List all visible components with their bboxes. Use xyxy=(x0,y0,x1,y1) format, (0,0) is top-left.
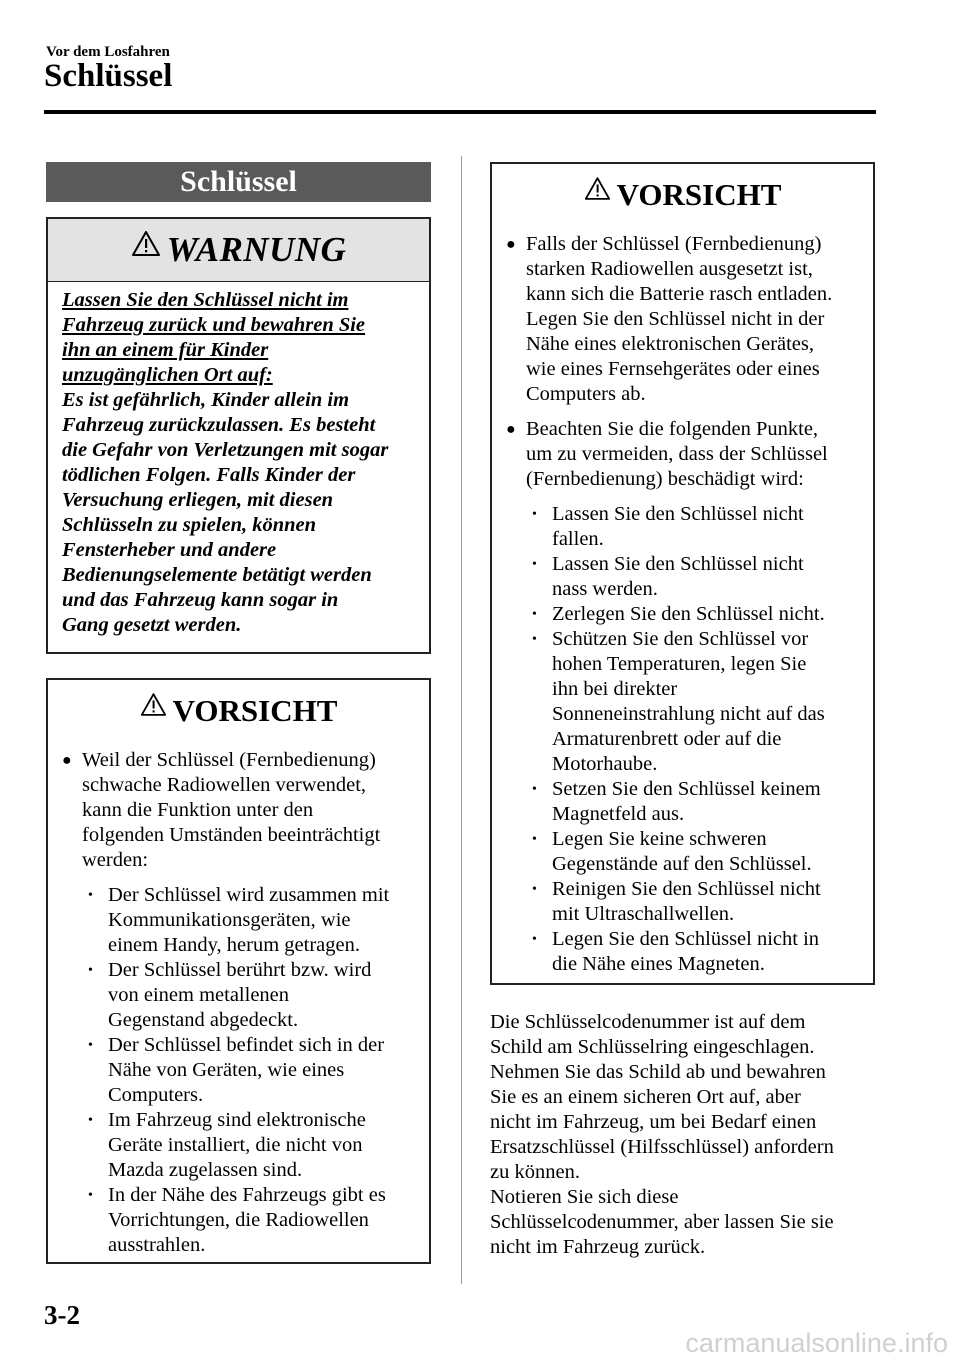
bullet-dot-icon: • xyxy=(88,1038,93,1053)
list-item xyxy=(60,748,421,1258)
bullet-dot-icon: • xyxy=(532,782,537,797)
item-line: Legen Sie den Schlüssel nicht in der xyxy=(526,308,825,330)
list-item xyxy=(526,502,865,552)
warning-line: und das Fahrzeug kann sogar in xyxy=(62,589,339,611)
list-item xyxy=(504,232,865,407)
item-line: Der Schlüssel befindet sich in der xyxy=(108,1034,385,1056)
item-line: Reinigen Sie den Schlüssel nicht xyxy=(552,878,821,900)
paragraph-line: zu können. xyxy=(490,1161,580,1183)
warning-line: Versuchung erliegen, mit diesen xyxy=(62,489,334,511)
item-line: Legen Sie den Schlüssel nicht in xyxy=(552,928,820,950)
sub-list xyxy=(526,502,865,977)
watermark: carmanualsonline.info xyxy=(685,1328,948,1358)
item-line: Weil der Schlüssel (Fernbedienung) xyxy=(82,749,376,771)
item-line: Gegenstand abgedeckt. xyxy=(108,1009,299,1031)
item-line: Falls der Schlüssel (Fernbedienung) xyxy=(526,233,822,255)
item-line: Legen Sie keine schweren xyxy=(552,828,767,850)
warning-heading xyxy=(48,219,429,282)
list-item xyxy=(526,827,865,877)
paragraph-line: nicht im Fahrzeug zurück. xyxy=(490,1236,706,1258)
item-line: Geräte installiert, die nicht von xyxy=(108,1134,363,1156)
header-section-label: Vor dem Losfahren xyxy=(46,44,170,60)
bullet-dot-icon: • xyxy=(88,1188,93,1203)
item-line: fallen. xyxy=(552,528,604,550)
paragraph-line: Ersatzschlüssel (Hilfsschlüssel) anfordern xyxy=(490,1136,834,1158)
header-rule xyxy=(44,110,876,114)
item-line: einem Handy, herum getragen. xyxy=(108,934,360,956)
item-line: die Nähe eines Magneten. xyxy=(552,953,765,975)
bullet-dot-icon: • xyxy=(88,888,93,903)
list-item xyxy=(526,552,865,602)
list-item xyxy=(526,777,865,827)
item-line: ihn bei direkter xyxy=(552,678,678,700)
warning-line: unzugänglichen Ort auf: xyxy=(62,364,273,386)
paragraph-line: Nehmen Sie das Schild ab und bewahren xyxy=(490,1061,826,1083)
list-item xyxy=(526,877,865,927)
bullet-dot-icon: • xyxy=(532,632,537,647)
warning-triangle-icon xyxy=(131,222,161,284)
list-item xyxy=(504,417,865,977)
item-line: Computers ab. xyxy=(526,383,646,405)
warning-line: ihn an einem für Kinder xyxy=(62,339,269,361)
item-line: Computers. xyxy=(108,1084,204,1106)
item-line: Lassen Sie den Schlüssel nicht xyxy=(552,553,804,575)
warning-line: Fahrzeug zurückzulassen. Es besteht xyxy=(62,414,376,436)
item-line: Armaturenbrett oder auf die xyxy=(552,728,782,750)
paragraph-line: Die Schlüsselcodenummer ist auf dem xyxy=(490,1011,806,1033)
warning-line: Es ist gefährlich, Kinder allein im xyxy=(62,389,350,411)
list-item xyxy=(526,927,865,977)
list-item xyxy=(526,602,865,627)
bullet-dot-icon: • xyxy=(532,882,537,897)
list-item xyxy=(82,883,421,958)
bullet-dot-icon: • xyxy=(532,607,537,622)
warning-heading-text: WARNUNG xyxy=(166,230,347,269)
item-line: Motorhaube. xyxy=(552,753,658,775)
bullet-dot-icon: ● xyxy=(506,236,516,253)
bullet-dot-icon: ● xyxy=(62,752,72,769)
item-line: Vorrichtungen, die Radiowellen xyxy=(108,1209,369,1231)
caution-heading xyxy=(48,680,429,742)
warning-line: Gang gesetzt werden. xyxy=(62,614,242,636)
paragraph-line: Sie es an einem sicheren Ort auf, aber xyxy=(490,1086,801,1108)
paragraph-line: nicht im Fahrzeug, um bei Bedarf einen xyxy=(490,1111,817,1133)
bullet-dot-icon: • xyxy=(532,557,537,572)
item-line: ausstrahlen. xyxy=(108,1234,206,1256)
item-line: Beachten Sie die folgenden Punkte, xyxy=(526,418,819,440)
item-line: werden: xyxy=(82,849,149,871)
warning-box xyxy=(46,217,431,654)
bullet-dot-icon: • xyxy=(88,1113,93,1128)
warning-line: tödlichen Folgen. Falls Kinder der xyxy=(62,464,356,486)
item-line: wie eines Fernsehgerätes oder eines xyxy=(526,358,820,380)
item-line: starken Radiowellen ausgesetzt ist, xyxy=(526,258,813,280)
list-item xyxy=(82,958,421,1033)
caution-list xyxy=(48,742,429,1258)
paragraph-line: Notieren Sie sich diese xyxy=(490,1186,679,1208)
caution-heading-text: VORSICHT xyxy=(172,693,338,728)
bullet-dot-icon: • xyxy=(532,932,537,947)
bullet-dot-icon: • xyxy=(532,507,537,522)
paragraph-line: Schlüsselcodenummer, aber lassen Sie sie xyxy=(490,1211,834,1233)
list-item xyxy=(82,1033,421,1108)
item-line: mit Ultraschallwellen. xyxy=(552,903,735,925)
warning-body xyxy=(48,282,429,638)
warning-triangle-icon xyxy=(584,166,611,228)
bullet-dot-icon: ● xyxy=(506,421,516,438)
page-title: Schlüssel xyxy=(44,58,173,94)
bullet-dot-icon: • xyxy=(88,963,93,978)
body-paragraph xyxy=(490,1010,875,1260)
item-line: Der Schlüssel wird zusammen mit xyxy=(108,884,390,906)
warning-line: Bedienungselemente betätigt werden xyxy=(62,564,372,586)
item-line: Kommunikationsgeräten, wie xyxy=(108,909,351,931)
item-line: Nähe eines elektronischen Gerätes, xyxy=(526,333,815,355)
caution-heading-text: VORSICHT xyxy=(616,177,782,212)
item-line: um zu vermeiden, dass der Schlüssel xyxy=(526,443,828,465)
warning-line: die Gefahr von Verletzungen mit sogar xyxy=(62,439,389,461)
item-line: Sonneneinstrahlung nicht auf das xyxy=(552,703,825,725)
sub-list xyxy=(82,883,421,1258)
list-item xyxy=(526,627,865,777)
caution-heading xyxy=(492,164,873,226)
warning-triangle-icon xyxy=(140,682,167,744)
item-line: schwache Radiowellen verwendet, xyxy=(82,774,367,796)
item-line: Nähe von Geräten, wie eines xyxy=(108,1059,345,1081)
list-item xyxy=(82,1108,421,1183)
item-line: hohen Temperaturen, legen Sie xyxy=(552,653,807,675)
item-line: (Fernbedienung) beschädigt wird: xyxy=(526,468,804,490)
caution-list xyxy=(492,226,873,977)
item-line: In der Nähe des Fahrzeugs gibt es xyxy=(108,1184,386,1206)
item-line: Mazda zugelassen sind. xyxy=(108,1159,303,1181)
warning-line: Fensterheber und andere xyxy=(62,539,277,561)
item-line: kann die Funktion unter den xyxy=(82,799,314,821)
warning-line: Fahrzeug zurück und bewahren Sie xyxy=(62,314,366,336)
item-line: nass werden. xyxy=(552,578,658,600)
item-line: von einem metallenen xyxy=(108,984,290,1006)
item-line: Setzen Sie den Schlüssel keinem xyxy=(552,778,821,800)
item-line: kann sich die Batterie rasch entladen. xyxy=(526,283,833,305)
item-line: folgenden Umständen beeinträchtigt xyxy=(82,824,381,846)
item-line: Lassen Sie den Schlüssel nicht xyxy=(552,503,804,525)
section-banner: Schlüssel xyxy=(46,162,431,202)
item-line: Schützen Sie den Schlüssel vor xyxy=(552,628,809,650)
item-line: Im Fahrzeug sind elektronische xyxy=(108,1109,366,1131)
column-divider xyxy=(461,156,462,1284)
warning-line: Schlüsseln zu spielen, können xyxy=(62,514,317,536)
item-line: Gegenstände auf den Schlüssel. xyxy=(552,853,812,875)
item-line: Der Schlüssel berührt bzw. wird xyxy=(108,959,372,981)
page-number: 3-2 xyxy=(44,1300,80,1330)
item-line: Zerlegen Sie den Schlüssel nicht. xyxy=(552,603,825,625)
caution-box-left xyxy=(46,678,431,1264)
caution-box-right xyxy=(490,162,875,985)
warning-line: Lassen Sie den Schlüssel nicht im xyxy=(62,289,349,311)
paragraph-line: Schild am Schlüsselring eingeschlagen. xyxy=(490,1036,815,1058)
list-item xyxy=(82,1183,421,1258)
bullet-dot-icon: • xyxy=(532,832,537,847)
item-line: Magnetfeld aus. xyxy=(552,803,685,825)
